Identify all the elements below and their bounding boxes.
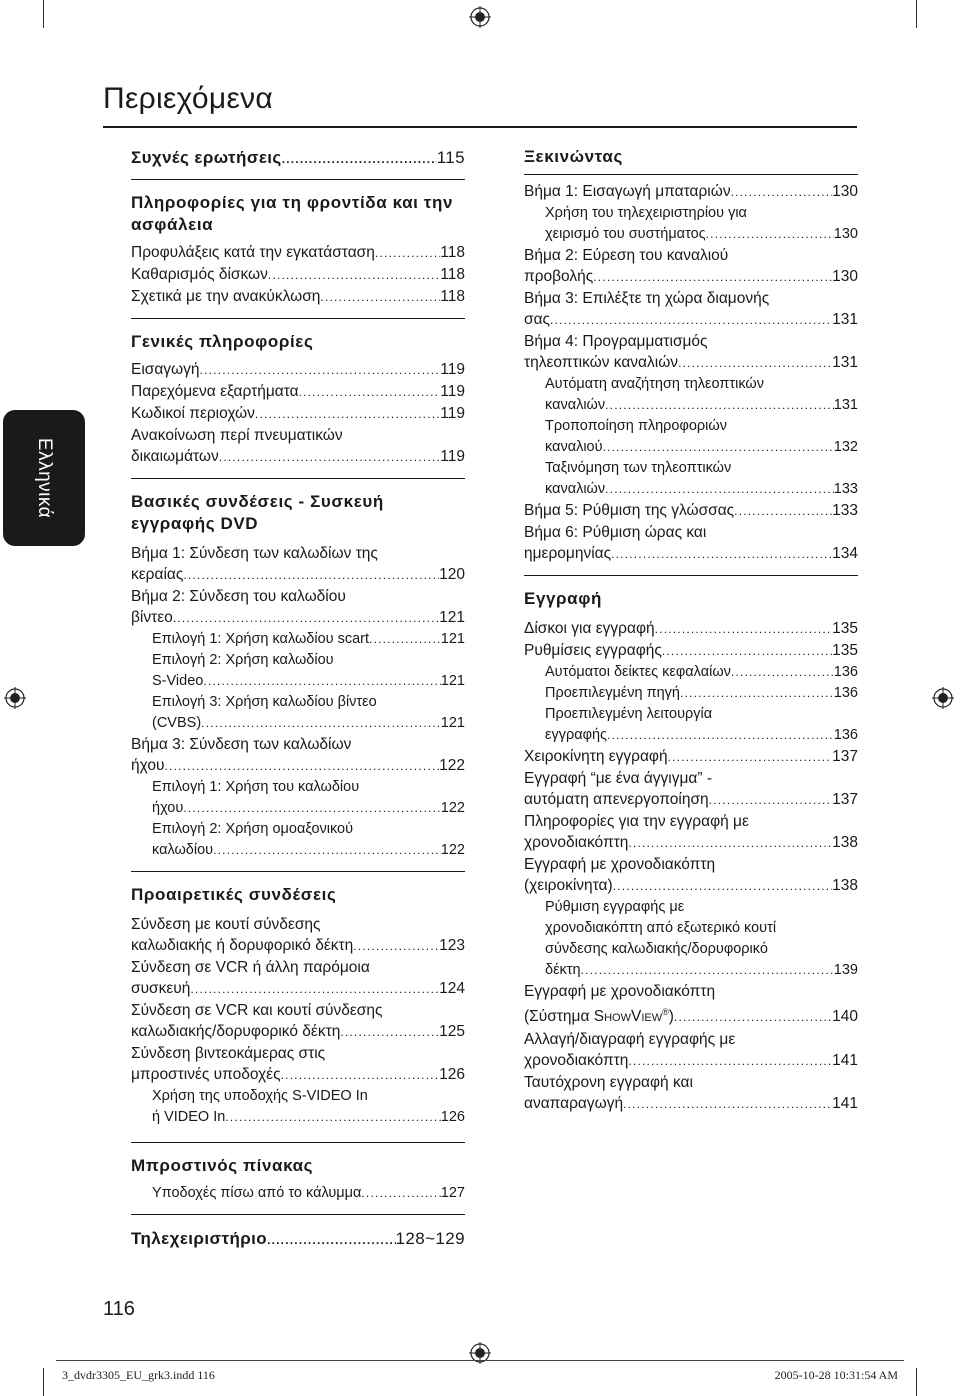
toc-subentry[interactable]: χειρισμό του συστήματος ..... 130: [524, 224, 858, 245]
toc-entry[interactable]: βίντεο ..... 121: [131, 607, 465, 629]
toc-subentry-text[interactable]: Χρήση του τηλεχειριστηρίου για: [545, 205, 747, 221]
crop-mark: [916, 0, 917, 28]
toc-entry-text[interactable]: Σύνδεση με κουτί σύνδεσης: [131, 916, 321, 933]
toc-entry[interactable]: χρονοδιακόπτη ..... 141: [524, 1050, 858, 1072]
toc-entry[interactable]: μπροστινές υποδοχές ..... 126: [131, 1064, 465, 1086]
registration-mark-icon: [4, 687, 26, 709]
toc-entry-text[interactable]: Αλλαγή/διαγραφή εγγραφής με: [524, 1031, 736, 1049]
toc-entry-text[interactable]: Σύνδεση σε VCR και κουτί σύνδεσης: [131, 1002, 383, 1019]
toc-entry-text[interactable]: Βήμα 6: Ρύθμιση ώρας και: [524, 524, 707, 541]
toc-subentry-text[interactable]: σύνδεσης καλωδιακής/δορυφορικό: [545, 941, 768, 957]
toc-entry[interactable]: αναπαραγωγή ..... 141: [524, 1093, 858, 1115]
section-rule: [131, 1214, 465, 1215]
section-rule: [131, 1142, 465, 1143]
toc-subentry-text[interactable]: Προεπιλεγμένη λειτουργία: [545, 706, 713, 722]
toc-entry[interactable]: Χειροκίνητη εγγραφή ..... 137: [524, 746, 858, 768]
toc-entry[interactable]: σας ..... 131: [524, 309, 858, 331]
section-basic-connections: [131, 491, 465, 861]
toc-subentry-text[interactable]: Επιλογή 2: Χρήση ομοαξονικού: [152, 821, 354, 837]
toc-entry[interactable]: Εισαγωγή ..... 119: [131, 359, 465, 381]
footer-file: 3_dvdr3305_EU_grk3.indd 116: [62, 1368, 215, 1382]
registration-mark-icon: [469, 6, 491, 28]
section-front-panel: [131, 1155, 465, 1204]
toc-subentry[interactable]: Υποδοχές πίσω από το κάλυμμα ..... 127: [131, 1183, 465, 1204]
footer-date: 2005-10-28 10:31:54 AM: [774, 1368, 898, 1382]
toc-entry[interactable]: Παρεχόμενα εξαρτήματα ..... 119: [131, 381, 465, 403]
crop-mark: [43, 1368, 44, 1396]
section-getting-started: [524, 146, 858, 565]
toc-entry-text[interactable]: Βήμα 3: Επιλέξτε τη χώρα διαμονής: [524, 290, 770, 307]
toc-subentry-text[interactable]: χρονοδιακόπτη από εξωτερικό κουτί: [545, 920, 777, 936]
section-title: Βασικές συνδέσεις - Συσκευή εγγραφής DVD: [131, 492, 384, 533]
language-tab-label: Ελληνικά: [34, 437, 55, 519]
toc-entry[interactable]: προβολής ..... 130: [524, 266, 858, 288]
toc-entry[interactable]: (Σύστημα SHOWVIEW®) ..... 140: [524, 1002, 858, 1029]
section-rule: [131, 871, 465, 872]
toc-entry-text[interactable]: Πληροφορίες για την εγγραφή με: [524, 813, 749, 830]
toc-subentry[interactable]: S-Video ..... 121: [131, 671, 465, 692]
toc-entry[interactable]: κεραίας ..... 120: [131, 564, 465, 586]
toc-subentry[interactable]: Αυτόματοι δείκτες κεφαλαίων ..... 136: [524, 662, 858, 683]
toc-entry[interactable]: Δίσκοι για εγγραφή ..... 135: [524, 618, 858, 640]
toc-entry-text[interactable]: Σύνδεση σε VCR ή άλλη παρόμοια: [131, 959, 370, 976]
section-title: Προαιρετικές συνδέσεις: [131, 885, 337, 904]
registration-mark-icon: [932, 687, 954, 709]
section-rule: [131, 318, 465, 319]
toc-entry[interactable]: Καθαρισμός δίσκων ..... 118: [131, 264, 465, 286]
toc-subentry-text[interactable]: Αυτόματη αναζήτηση τηλεοπτικών: [545, 376, 764, 392]
toc-entry[interactable]: Κωδικοί περιοχών ..... 119: [131, 403, 465, 425]
section-rule: [524, 575, 858, 576]
toc-entry[interactable]: Σχετικά με την ανακύκλωση ..... 118: [131, 286, 465, 308]
toc-entry[interactable]: τηλεοπτικών καναλιών ..... 131: [524, 352, 858, 374]
section-title: Ξεκινώντας: [524, 147, 623, 166]
toc-subentry[interactable]: καλωδίου ..... 122: [131, 840, 465, 861]
language-tab: [3, 410, 85, 546]
toc-entry[interactable]: Βήμα 5: Ρύθμιση της γλώσσας ..... 133: [524, 500, 858, 522]
toc-entry[interactable]: ημερομηνίας ..... 134: [524, 543, 858, 565]
toc-subentry[interactable]: καναλιού ..... 132: [524, 437, 858, 458]
toc-subentry-text[interactable]: Επιλογή 1: Χρήση του καλωδίου: [152, 779, 360, 795]
section-optional-connections: [131, 884, 465, 1128]
crop-mark: [43, 0, 44, 28]
toc-entry-text[interactable]: Βήμα 4: Προγραμματισμός: [524, 333, 708, 350]
toc-entry-text[interactable]: Βήμα 2: Εύρεση του καναλιού: [524, 247, 729, 264]
toc-entry-text[interactable]: Ανακοίνωση περί πνευματικών: [131, 427, 343, 444]
toc-subentry[interactable]: ήχου ..... 122: [131, 798, 465, 819]
toc-entry-text[interactable]: Βήμα 3: Σύνδεση των καλωδίων: [131, 736, 352, 753]
toc-subentry-text[interactable]: Επιλογή 2: Χρήση καλωδίου: [152, 652, 334, 668]
section-title: Γενικές πληροφορίες: [131, 332, 314, 351]
toc-entry[interactable]: Προφυλάξεις κατά την εγκατάσταση ..... 118: [131, 242, 465, 264]
toc-subentry-text[interactable]: Ρύθμιση εγγραφής με: [545, 899, 685, 915]
section-recording: [524, 588, 858, 1115]
toc-entry-text[interactable]: Βήμα 2: Σύνδεση του καλωδίου: [131, 588, 346, 605]
toc-entry[interactable]: συσκευή ..... 124: [131, 978, 465, 1000]
section-general: [131, 331, 465, 468]
section-rule: [131, 179, 465, 180]
toc-entry[interactable]: καλωδιακής/δορυφορικό δέκτη ..... 125: [131, 1021, 465, 1043]
toc-subentry[interactable]: εγγραφής ..... 136: [524, 725, 858, 746]
section-rule: [131, 478, 465, 479]
toc-entry[interactable]: Ρυθμίσεις εγγραφής ..... 135: [524, 640, 858, 662]
toc-entry[interactable]: αυτόματη απενεργοποίηση ..... 137: [524, 789, 858, 811]
toc-entry[interactable]: (χειροκίνητα) ..... 138: [524, 875, 858, 897]
toc-entry[interactable]: Τηλεχειριστήριο ..... 128~129: [131, 1227, 465, 1252]
toc-subentry[interactable]: (CVBS) ..... 121: [131, 713, 465, 734]
page-number: 116: [103, 1298, 135, 1320]
toc-entry-text[interactable]: Βήμα 1: Σύνδεση των καλωδίων της: [131, 545, 378, 562]
toc-entry[interactable]: δικαιωμάτων ..... 119: [131, 446, 465, 468]
toc-subentry[interactable]: δέκτη ..... 139: [524, 960, 858, 981]
toc-entry-text[interactable]: Εγγραφή με χρονοδιακόπτη: [524, 856, 716, 873]
toc-subentry-text[interactable]: Τροποποίηση πληροφοριών: [545, 418, 727, 434]
toc-subentry[interactable]: Επιλογή 1: Χρήση καλωδίου scart ..... 121: [131, 629, 465, 650]
footer-rule: [56, 1360, 904, 1361]
toc-entry-text[interactable]: Ταυτόχρονη εγγραφή και: [524, 1074, 693, 1092]
toc-entry-text[interactable]: Εγγραφή με χρονοδιακόπτη: [524, 983, 716, 1000]
toc-subentry[interactable]: ή VIDEO In ..... 126: [131, 1107, 465, 1128]
section-rule: [524, 174, 858, 175]
toc-subentry-text[interactable]: Ταξινόμηση των τηλεοπτικών: [545, 460, 732, 476]
toc-entry[interactable]: Βήμα 1: Εισαγωγή μπαταριών ..... 130: [524, 181, 858, 203]
toc-subentry[interactable]: Προεπιλεγμένη πηγή ..... 136: [524, 683, 858, 704]
toc-subentry[interactable]: καναλιών ..... 133: [524, 479, 858, 500]
toc-entry[interactable]: ήχου ..... 122: [131, 755, 465, 777]
section-title: Εγγραφή: [524, 589, 602, 608]
toc-left-column: [131, 146, 465, 1252]
toc-subentry-text[interactable]: Χρήση της υποδοχής S-VIDEO In: [152, 1088, 368, 1104]
crop-mark: [916, 1368, 917, 1396]
title-rule: [103, 126, 857, 128]
toc-entry-text[interactable]: Εγγραφή “με ένα άγγιγμα” -: [524, 770, 713, 787]
section-title: Πληροφορίες για τη φροντίδα και την ασφάλεια: [131, 193, 454, 234]
section-safety: [131, 192, 465, 308]
toc-right-column: [524, 146, 858, 1115]
toc-entry[interactable]: χρονοδιακόπτη ..... 138: [524, 832, 858, 854]
toc-entry-text[interactable]: Σύνδεση βιντεοκάμερας στις: [131, 1045, 326, 1062]
page-title: Περιεχόμενα: [103, 82, 274, 115]
toc-subentry-text[interactable]: Επιλογή 3: Χρήση καλωδίου βίντεο: [152, 694, 377, 710]
section-title: Μπροστινός πίνακας: [131, 1156, 314, 1175]
toc-subentry[interactable]: καναλιών ..... 131: [524, 395, 858, 416]
toc-entry[interactable]: καλωδιακής ή δορυφορικό δέκτη ..... 123: [131, 935, 465, 957]
toc-entry[interactable]: Συχνές ερωτήσεις ..... 115: [131, 146, 465, 171]
